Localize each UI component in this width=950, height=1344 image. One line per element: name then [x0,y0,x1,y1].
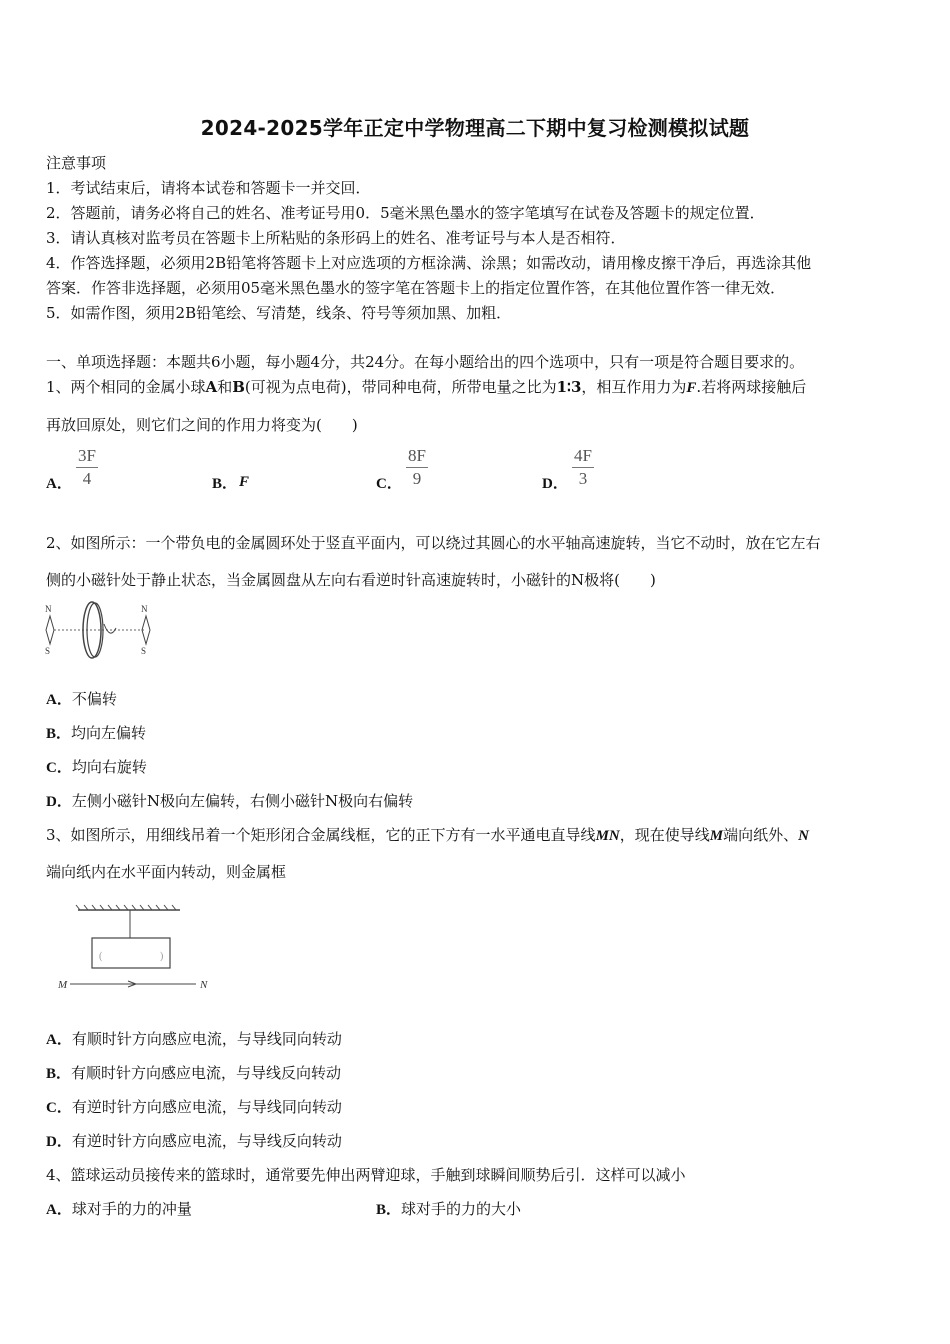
q2-option-c[interactable]: C．均向右旋转 [46,758,147,776]
q1-option-a-fraction[interactable]: 3F 4 [78,446,96,488]
right-needle-n-label: N [141,604,148,614]
svg-text:(: ( [99,951,103,962]
q2-stem: 2、如图所示：一个带负电的金属圆环处于竖直平面内，可以绕过其圆心的水平轴高速旋转，当它不动时，放在它左右 [46,534,821,552]
q1-option-b-label[interactable]: B． [212,476,238,492]
q4-option-b[interactable]: B．球对手的力的大小 [376,1200,522,1218]
q2-ring-figure [40,600,170,662]
left-needle-s-label: S [45,646,51,656]
page-title: 2024-2025学年正定中学物理高二下期中复习检测模拟试题 [200,116,750,140]
q1-option-a-label[interactable]: A． [46,476,72,492]
left-needle-icon [46,616,54,644]
q1-option-c-label[interactable]: C． [376,476,402,492]
q1-option-c-fraction[interactable]: 8F 9 [408,446,426,488]
notice-item: 2．答题前，请务必将自己的姓名、准考证号用0．5毫米黑色墨水的签字笔填写在试卷及答题卡的规定位置． [46,204,765,222]
notice-item: 4．作答选择题，必须用2B铅笔将答题卡上对应选项的方框涂满、涂黑；如需改动，请用橡皮擦干净后，再选涂其他 [46,254,812,272]
notice-item: 1．考试结束后，请将本试卷和答题卡一并交回． [46,179,371,197]
q3-option-a[interactable]: A．有顺时针方向感应电流，与导线同向转动 [46,1030,342,1048]
q1-option-d-fraction[interactable]: 4F 3 [574,446,592,488]
q3-option-d[interactable]: D．有逆时针方向感应电流，与导线反向转动 [46,1132,342,1150]
q4-option-a[interactable]: A．球对手的力的冲量 [46,1200,192,1218]
q3-option-b[interactable]: B．有顺时针方向感应电流，与导线反向转动 [46,1064,342,1082]
q1-stem-line2: 再放回原处，则它们之间的作用力将变为( ) [46,416,358,434]
left-needle-n-label: N [45,604,52,614]
q3-stem-line2: 端向纸内在水平面内转动，则金属框 [46,863,287,881]
q2-stem-line2: 侧的小磁针处于静止状态，当金属圆盘从左向右看逆时针高速旋转时，小磁针的N极将( ) [46,571,656,589]
rotation-arrow-icon [104,624,116,633]
metal-frame [92,938,170,968]
svg-text:): ) [160,951,164,962]
q2-option-a[interactable]: A．不偏转 [46,690,117,708]
q2-option-b[interactable]: B．均向左偏转 [46,724,147,742]
q3-option-c[interactable]: C．有逆时针方向感应电流，与导线同向转动 [46,1098,342,1116]
q1-option-d-label[interactable]: D． [542,476,568,492]
wire-m-label: M [58,979,68,991]
q1-option-b-value[interactable]: F [239,474,250,490]
q1-stem: 1、两个相同的金属小球A和B(可视为点电荷)，带同种电荷，所带电量之比为1∶3，相互作用力为F.若将两球接触后 [46,378,807,396]
notice-item: 5．如需作图，须用2B铅笔绘、写清楚，线条、符号等须加黑、加粗． [46,304,512,322]
notice-item: 答案．作答非选择题，必须用05毫米黑色墨水的签字笔在答题卡上的指定位置作答，在其他位置作答一律无效． [46,279,786,297]
q3-frame-figure [56,904,216,996]
q2-option-d[interactable]: D．左侧小磁针N极向左偏转，右侧小磁针N极向右偏转 [46,792,414,810]
notice-item: 3．请认真核对监考员在答题卡上所粘贴的条形码上的姓名、准考证号与本人是否相符． [46,229,626,247]
right-needle-s-label: S [141,646,147,656]
q3-stem: 3、如图所示，用细线吊着一个矩形闭合金属线框，它的正下方有一水平通电直导线MN，现在使导线M端向纸外、N [46,826,809,844]
wire-n-label: N [200,979,208,991]
section-heading: 一、单项选择题：本题共6小题，每小题4分，共24分。在每小题给出的四个选项中，只有一项是符合题目要求的。 [46,353,805,371]
notice-heading: 注意事项 [46,154,107,172]
q4-stem: 4、篮球运动员接传来的篮球时，通常要先伸出两臂迎球，手触到球瞬间顺势后引．这样可以减小 [46,1166,686,1184]
